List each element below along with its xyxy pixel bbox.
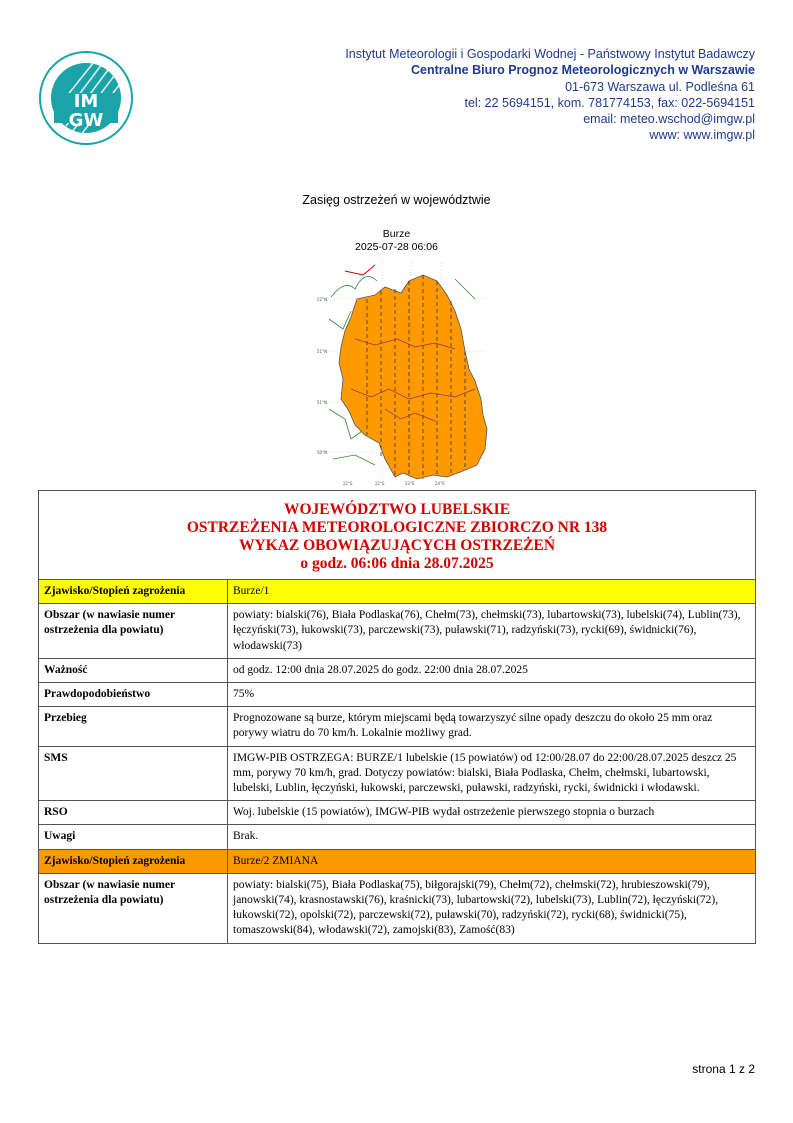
- warning1-sms: IMGW-PIB OSTRZEGA: BURZE/1 lubelskie (15 powiatów) od 12:00/28.07 do 22:00/28.07.2025 deszcz 25 mm, porywy 70 km/h, grad. Dotyczy powiatów: bialski, Biała Podlaska, Chełm, chełmski, lubartowski, lubelski, Lublin, łęczyński, łukowski, parczewski, puławski, radzyński, rycki, świdnicki i włodawski.: [228, 746, 756, 801]
- warning2-area: powiaty: bialski(75), Biała Podlaska(75), biłgorajski(79), Chełm(72), chełmski(72), hrubieszowski(79), janowski(74), krasnostawski(76), kraśnicki(73), lubartowski(72), lubelski(73), Lublin(72), łęczyński(72), łukowski(72), opolski(72), parczewski(72), puławski(70), radzyński(72), rycki(68), świdnicki(75), tomaszowski(84), włodawski(72), zamojski(83), Zamość(83): [228, 873, 756, 943]
- svg-text:52°N: 52°N: [317, 297, 328, 302]
- warning2-area-row: [39, 873, 756, 943]
- imgw-logo: [38, 50, 134, 146]
- warning1-notes-row: [39, 825, 756, 849]
- warning1-validity-row: [39, 658, 756, 682]
- warning2-phenomenon-row: [39, 849, 756, 873]
- website[interactable]: www: www.imgw.pl: [649, 128, 755, 143]
- phenomenon-label: Zjawisko/Stopień zagrożenia: [39, 580, 228, 604]
- rso-label: RSO: [39, 801, 228, 825]
- area-label: Obszar (w nawiasie numer ostrzeżenia dla powiatu): [39, 873, 228, 943]
- notes-label: Uwagi: [39, 825, 228, 849]
- course-label: Przebieg: [39, 707, 228, 746]
- svg-text:51°N: 51°N: [317, 400, 328, 405]
- title-collective: OSTRZEŻENIA METEOROLOGICZNE ZBIORCZO NR 138: [186, 519, 608, 536]
- area-label: Obszar (w nawiasie numer ostrzeżenia dla powiatu): [39, 604, 228, 659]
- office-name: Centralne Biuro Prognoz Meteorologicznych w Warszawie: [410, 63, 755, 78]
- warning1-probability: 75%: [228, 683, 756, 707]
- title-time: o godz. 06:06 dnia 28.07.2025: [300, 555, 494, 572]
- title-list: WYKAZ OBOWIĄZUJĄCYCH OSTRZEŻEŃ: [238, 537, 556, 554]
- warning1-probability-row: [39, 683, 756, 707]
- email[interactable]: email: meteo.wschod@imgw.pl: [583, 112, 755, 127]
- svg-text:GW: GW: [68, 110, 104, 131]
- svg-text:50°N: 50°N: [317, 450, 328, 455]
- warning1-area: powiaty: bialski(76), Biała Podlaska(76), Chełm(73), chełmski(73), lubartowski(73), lubelski(74), Lublin(73), łęczyński(73), łukowski(73), parczewski(73), puławski(71), radzyński(73), rycki(69), świdnicki(76), włodawski(73): [228, 604, 756, 659]
- svg-text:51°N: 51°N: [317, 349, 328, 354]
- title-voivodeship: WOJEWÓDZTWO LUBELSKIE: [283, 501, 511, 518]
- validity-label: Ważność: [39, 658, 228, 682]
- warning1-phenomenon-row: [39, 580, 756, 604]
- svg-text:24°E: 24°E: [435, 481, 445, 485]
- address: 01-673 Warszawa ul. Podleśna 61: [565, 79, 755, 94]
- phenomenon-label: Zjawisko/Stopień zagrożenia: [39, 849, 228, 873]
- svg-text:22°E: 22°E: [343, 481, 353, 485]
- map-phenomenon: Burze: [382, 228, 411, 240]
- phone: tel: 22 5694151, kom. 781774153, fax: 022-5694151: [464, 95, 755, 110]
- svg-text:22°E: 22°E: [375, 481, 385, 485]
- probability-label: Prawdopodobieństwo: [39, 683, 228, 707]
- institute-name: Instytut Meteorologii i Gospodarki Wodnej - Państwowy Instytut Badawczy: [345, 47, 755, 61]
- institute-header: [345, 46, 755, 144]
- warning1-rso: Woj. lubelskie (15 powiatów), IMGW-PIB wydał ostrzeżenie pierwszego stopnia o burzach: [228, 801, 756, 825]
- warnings-table: [38, 490, 756, 944]
- warning1-course-row: [39, 707, 756, 746]
- warning1-course: Prognozowane są burze, którym miejscami będą towarzyszyć silne opady deszczu do około 25 mm oraz porywy wiatru do 70 km/h. Lokalnie możliwy grad.: [228, 707, 756, 746]
- warning1-area-row: [39, 604, 756, 659]
- warnings-title: [39, 491, 756, 580]
- warning1-rso-row: [39, 801, 756, 825]
- sms-label: SMS: [39, 746, 228, 801]
- warning-map: [305, 259, 495, 485]
- page-number: strona 1 z 2: [692, 1062, 755, 1076]
- svg-text:23°E: 23°E: [405, 481, 415, 485]
- warning1-phenomenon: Burze/1: [228, 580, 756, 604]
- warning1-sms-row: [39, 746, 756, 801]
- map-caption: [0, 228, 793, 254]
- map-datetime: 2025-07-28 06:06: [355, 241, 438, 253]
- warning1-notes: Brak.: [228, 825, 756, 849]
- warning1-validity: od godz. 12:00 dnia 28.07.2025 do godz. 22:00 dnia 28.07.2025: [228, 658, 756, 682]
- svg-text:IM: IM: [73, 91, 99, 112]
- warning2-phenomenon: Burze/2 ZMIANA: [228, 849, 756, 873]
- section-title: Zasięg ostrzeżeń w województwie: [302, 193, 491, 207]
